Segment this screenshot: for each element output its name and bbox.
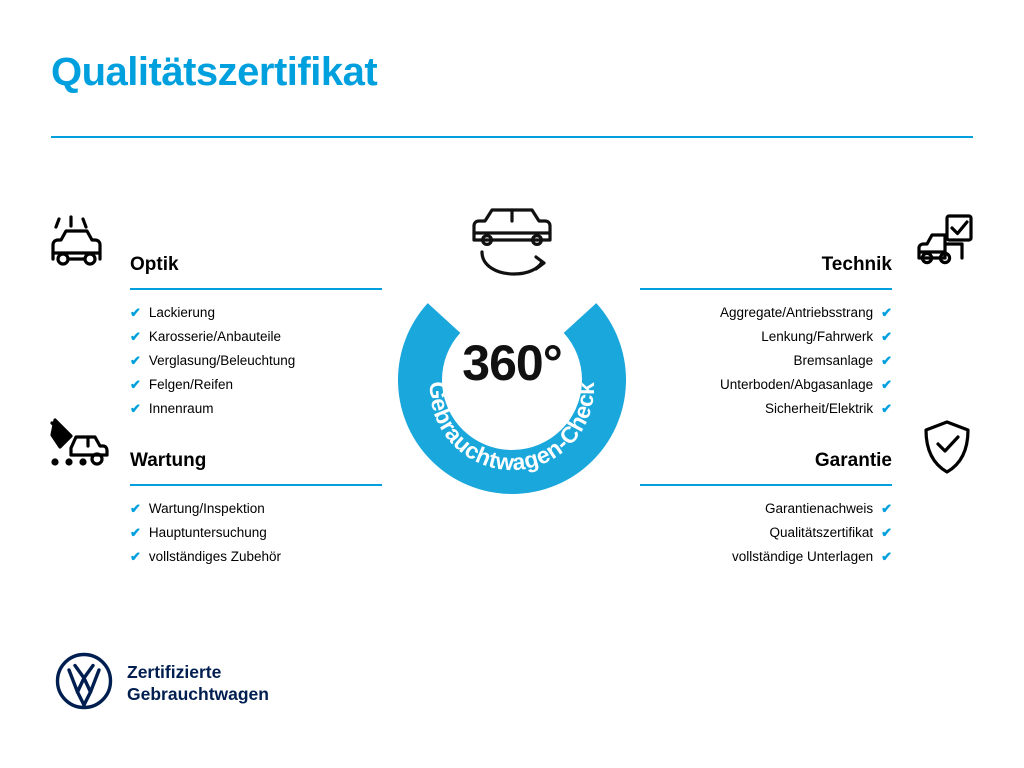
list-item	[640, 397, 892, 421]
list-item-label: Hauptuntersuchung	[148, 525, 267, 540]
list-item-label: Karosserie/Anbauteile	[148, 329, 281, 344]
list-item	[130, 349, 382, 373]
check-icon: ✔	[881, 329, 892, 344]
page-title: Qualitätszertifikat	[51, 50, 378, 94]
list-item	[640, 521, 892, 545]
check-icon: ✔	[130, 525, 141, 540]
list-item-label: Bremsanlage	[793, 353, 874, 368]
list-item-label: Wartung/Inspektion	[148, 501, 265, 516]
list-item-label: Lenkung/Fahrwerk	[761, 329, 874, 344]
list-item-label: Qualitätszertifikat	[769, 525, 874, 540]
check-icon: ✔	[881, 305, 892, 320]
section-technik	[640, 232, 892, 421]
section-title-technik: Technik	[821, 254, 892, 275]
checklist-optik	[130, 301, 382, 421]
checklist-garantie	[640, 497, 892, 569]
car-lift-icon	[47, 415, 117, 482]
section-title-optik: Optik	[130, 254, 179, 275]
list-item-label: Aggregate/Antriebsstrang	[719, 305, 874, 320]
check-icon: ✔	[130, 329, 141, 344]
check-icon: ✔	[130, 353, 141, 368]
ring-label: Gebrauchtwagen-Check	[424, 381, 600, 476]
list-item	[130, 521, 382, 545]
check-icon: ✔	[881, 501, 892, 516]
check-icon: ✔	[130, 549, 141, 564]
volkswagen-logo	[55, 652, 113, 715]
list-item-label: Innenraum	[148, 401, 214, 416]
title-divider	[51, 136, 973, 138]
section-underline-optik	[130, 288, 382, 290]
section-underline-garantie	[640, 484, 892, 486]
check-icon: ✔	[130, 401, 141, 416]
checklist-wartung	[130, 497, 382, 569]
check-icon: ✔	[881, 525, 892, 540]
footer-text	[127, 662, 269, 706]
list-item	[640, 349, 892, 373]
check-icon: ✔	[130, 377, 141, 392]
check-icon: ✔	[130, 501, 141, 516]
section-garantie	[640, 428, 892, 569]
section-underline-technik	[640, 288, 892, 290]
list-item	[640, 325, 892, 349]
list-item-label: Garantienachweis	[765, 501, 874, 516]
list-item	[130, 397, 382, 421]
list-item-label: Felgen/Reifen	[148, 377, 233, 392]
list-item	[130, 545, 382, 569]
list-item-label: Lackierung	[148, 305, 215, 320]
check-icon: ✔	[881, 353, 892, 368]
section-underline-wartung	[130, 484, 382, 486]
section-optik	[130, 232, 382, 421]
check-icon: ✔	[130, 305, 141, 320]
center-badge	[374, 196, 650, 496]
list-item-label: Unterboden/Abgasanlage	[719, 377, 874, 392]
check-icon: ✔	[881, 377, 892, 392]
list-item	[130, 373, 382, 397]
list-item-label: vollständige Unterlagen	[732, 549, 874, 564]
car-checklist-icon	[916, 213, 978, 280]
checklist-technik	[640, 301, 892, 421]
list-item	[130, 325, 382, 349]
center-number: 360°	[462, 335, 562, 391]
shield-check-icon	[921, 418, 973, 483]
footer-branding	[55, 652, 269, 715]
list-item	[640, 497, 892, 521]
list-item-label: Verglasung/Beleuchtung	[148, 353, 296, 368]
check-icon: ✔	[881, 549, 892, 564]
footer-line-1: Zertifizierte	[127, 661, 222, 682]
list-item	[640, 301, 892, 325]
section-title-wartung: Wartung	[130, 450, 207, 471]
footer-line-2: Gebrauchtwagen	[127, 683, 269, 704]
car-wash-front-icon	[47, 215, 117, 282]
list-item	[640, 373, 892, 397]
list-item-label: vollständiges Zubehör	[148, 549, 281, 564]
list-item	[130, 301, 382, 325]
section-title-garantie: Garantie	[814, 450, 892, 471]
list-item	[130, 497, 382, 521]
check-icon: ✔	[881, 401, 892, 416]
list-item	[640, 545, 892, 569]
list-item-label: Sicherheit/Elektrik	[765, 401, 874, 416]
section-wartung	[130, 428, 382, 569]
